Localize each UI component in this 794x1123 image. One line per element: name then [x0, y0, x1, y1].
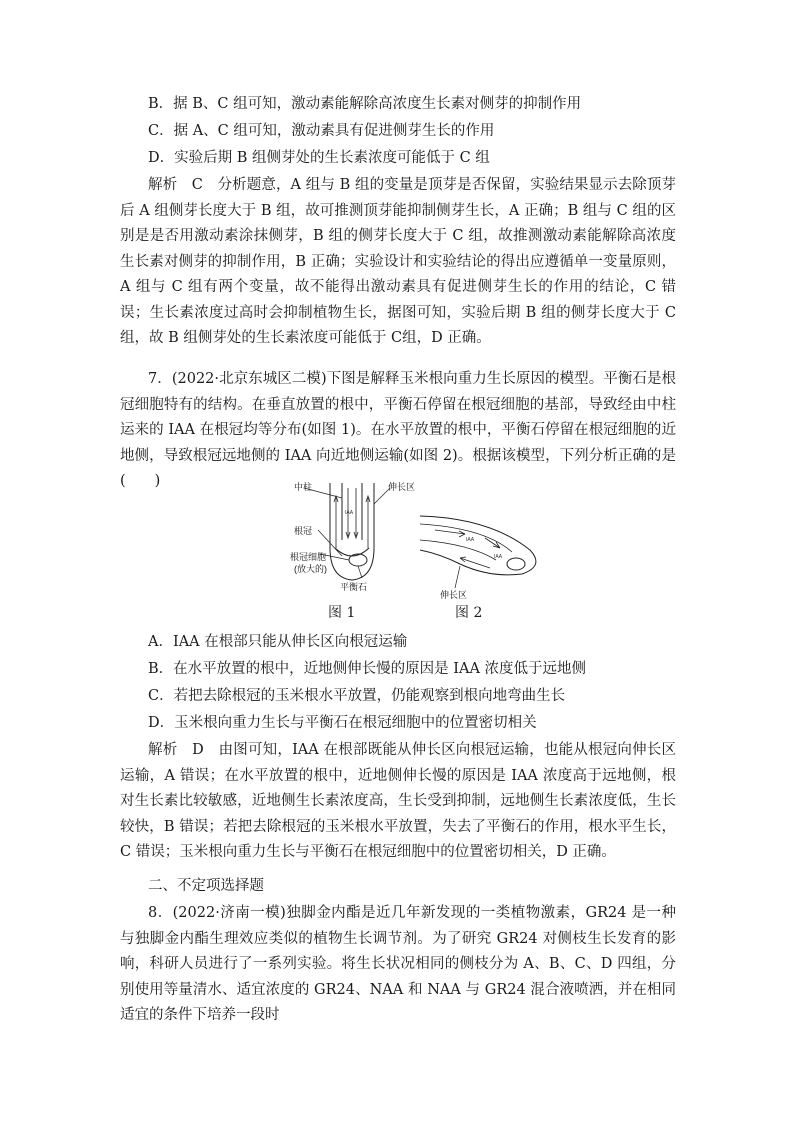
statolith-cell — [507, 558, 525, 570]
label-shenchangqu-2: 伸长区 — [440, 590, 468, 600]
iaa-label: IAA — [345, 510, 354, 516]
figure-1-caption: 图 1 — [328, 605, 356, 621]
label-shenchangqu: 伸长区 — [388, 482, 416, 492]
label-genguan: 根冠 — [294, 526, 313, 536]
root-cap-boundary — [335, 548, 369, 556]
label-zhongzhu: 中柱 — [294, 482, 313, 492]
q7-analysis: 解析 D 由图可知，IAA 在根部既能从伸长区向根冠运输，也能从根冠向伸长区运输，A 错误；在水平放置的根中，近地侧伸长慢的原因是 IAA 浓度高于远地侧，根对生长素比较敏感，近地侧生长素浓度高，生长受到抑制，远地侧生长素浓度低，生长较快，B 错误；若把去除根冠的玉米根水平放置，失去了平衡石的作用，根水平生长，C 错误；玉米根向重力生长与平衡石在根冠细胞中的位置密切相关，D 正确。 — [120, 742, 676, 860]
q7-option-a: A．IAA 在根部只能从伸长区向根冠运输 — [148, 634, 408, 650]
q7-option-d: D．玉米根向重力生长与平衡石在根冠细胞中的位置密切相关 — [148, 715, 537, 731]
horizontal-root-outline — [420, 516, 536, 575]
section-heading: 二、不定项选择题 — [148, 878, 264, 894]
label-enlarged: (放大的) — [294, 564, 327, 574]
q6-analysis: 解析 C 分析题意，A 组与 B 组的变量是顶芽是否保留，实验结果显示去除顶芽后 A 组侧芽长度大于 B 组，故可推测顶芽能抑制侧芽生长，A 正确；B 组与 C 组的区别是是否用激动素涂抹侧芽，B 组的侧芽长度大于 C 组，故推测激动素能解除高浓度生长素对侧芽的抑制作用，B 正确；实验设计和实验结论的得出应遵循单一变量原则，A 组与 C 组有两个变量，故不能得出激动素具有促进侧芽生长的作用的结论，C 错误；生长素浓度过高时会抑制植物生长，据图可知，实验后期 B 组的侧芽长度大于 C 组，故 B 组侧芽处的生长素浓度可能低于 C组，D 正确。 — [120, 177, 676, 346]
q6-option-c: C．据 A、C 组可知，激动素具有促进侧芽生长的作用 — [148, 123, 495, 139]
q7-option-b: B．在水平放置的根中，近地侧伸长慢的原因是 IAA 浓度低于远地侧 — [148, 661, 587, 677]
figure-2-caption: 图 2 — [455, 605, 483, 621]
iaa-label-2: IAA — [466, 537, 475, 543]
iaa-label-3: IAA — [494, 554, 503, 560]
q7-option-c: C．若把去除根冠的玉米根水平放置，仍能观察到根向地弯曲生长 — [148, 688, 566, 704]
iaa-up-arrows — [336, 498, 368, 548]
root-cap-cell — [349, 554, 367, 566]
q6-option-b: B．据 B、C 组可知，激动素能解除高浓度生长素对侧芽的抑制作用 — [148, 96, 582, 112]
label-root-cap-cell: 根冠细胞 — [290, 552, 327, 562]
q6-option-d: D．实验后期 B 组侧芽处的生长素浓度可能低于 C 组 — [148, 150, 490, 166]
q7-stem: 7．(2022·北京东城区二模)下图是解释玉米根向重力生长原因的模型。平衡石是根冠细胞特有的结构。在垂直放置的根中，平衡石停留在根冠细胞的基部，导致经由中柱运来的 IAA 在根冠均等分布(如图 1)。在水平放置的根中，平衡石停留在根冠细胞的近地侧，导致根冠远地侧的 IAA 向近地侧运输(如图 2)。根据该模型，下列分析正确的是( ) — [120, 371, 676, 489]
label-pinghengshi: 平衡石 — [340, 582, 368, 592]
q8-stem: 8．(2022·济南一模)独脚金内酯是近几年新发现的一类植物激素，GR24 是一种与独脚金内酯生理效应类似的植物生长调节剂。为了研究 GR24 对侧枝生长发育的影响，科研人员进行了一系列实验。将生长状况相同的侧枝分为 A、B、C、D 四组，分别使用等量清水、适宜浓度的 GR24、NAA 和 NAA 与 GR24 混合液喷洒，并在相同适宜的条件下培养一段时 — [120, 905, 676, 1023]
